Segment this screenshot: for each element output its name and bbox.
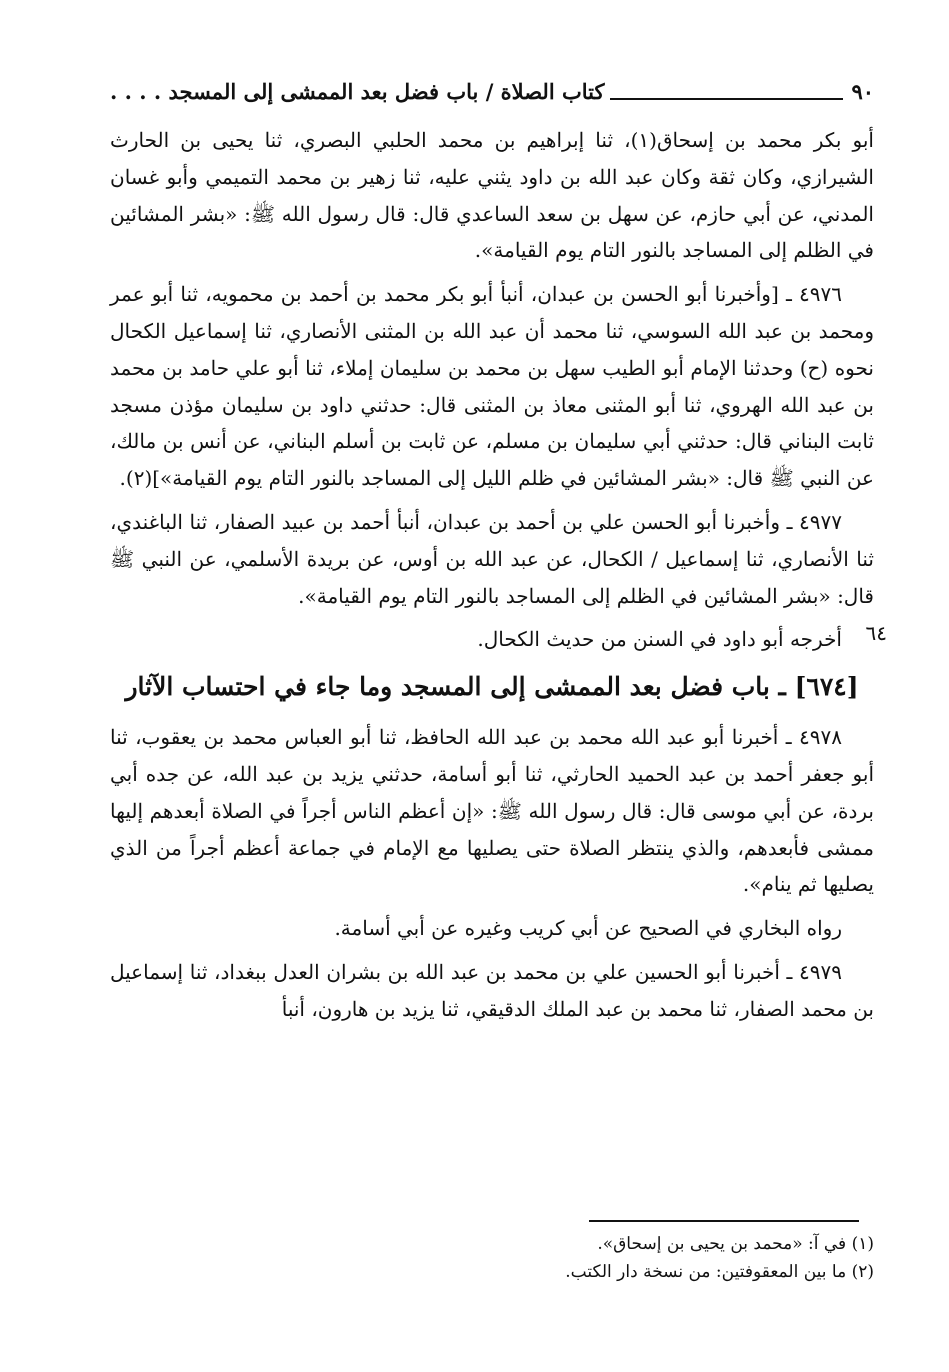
main-text bbox=[110, 122, 874, 1035]
running-title: كتاب الصلاة / باب فضل بعد الممشى إلى المسجد . . . . bbox=[110, 79, 605, 104]
hadith-4979: ٤٩٧٩ ـ أخبرنا أبو الحسين علي بن محمد بن عبد الله بن بشران العدل ببغداد، ثنا إسماعيل بن محمد الصفار، ثنا محمد بن عبد الملك الدقيقي، ثنا يزيد بن هارون، أنبأ bbox=[110, 959, 874, 1021]
takhrij-note: أخرجه أبو داود في السنن من حديث الكحال. bbox=[477, 627, 842, 652]
footnote-rule bbox=[589, 1220, 859, 1222]
hadith-4978: ٤٩٧٨ ـ أخبرنا أبو عبد الله محمد بن عبد الله الحافظ، ثنا أبو العباس محمد بن يعقوب، ثنا أبو جعفر أحمد بن عبد الحميد الحارثي، ثنا أبو أسامة، حدثني يزيد بن عبد الله، عن جده أبي بردة، عن أبي موسى قال: قال رسول الله ﷺ: «إن أعظم الناس أجراً في الصلاة أبعدهم إليها ممشى فأبعدهم، والذي ينتظر الصلاة حتى يصليها مع الإمام في جماعة أعظم أجراً من الذي يصليها ثم ينام». bbox=[110, 725, 874, 897]
footnote-1: (١) في آ: «محمد بن يحيى بن إسحاق». bbox=[597, 1234, 874, 1254]
paragraph-continuation: أبو بكر محمد بن إسحاق(١)، ثنا إبراهيم بن محمد الحلبي البصري، ثنا يحيى بن الحارث الشيرازي، وكان ثقة وكان عبد الله بن داود يثني عليه، ثنا زهير بن محمد التميمي وأبو غسان المدني، عن أبي حازم، عن سهل بن سعد الساعدي قال: قال رسول الله ﷺ: «بشر المشائين في الظلم إلى المساجد بالنور التام يوم القيامة». bbox=[110, 128, 874, 263]
header-rule bbox=[610, 98, 843, 100]
footnotes bbox=[110, 1230, 874, 1286]
hadith-4977: ٤٩٧٧ ـ وأخبرنا أبو الحسن علي بن أحمد بن عبدان، أنبأ أحمد بن عبيد الصفار، ثنا الباغندي، ثنا الأنصاري، ثنا إسماعيل / الكحال، عن عبد الله بن أوس، عن بريدة الأسلمي، عن النبي ﷺ قال: «بشر المشائين في الظلم إلى المساجد بالنور التام يوم القيامة». bbox=[110, 509, 874, 608]
hadith-4976: ٤٩٧٦ ـ [وأخبرنا أبو الحسن بن عبدان، أنبأ أبو بكر محمد بن أحمد بن محمويه، ثنا أبو عمر ومحمد بن عبد الله السوسي، ثنا محمد أن عبد الله بن المثنى الأنصاري، ثنا إسماعيل الكحال نحوه (ح) وحدثنا الإمام أبو الطيب سهل بن محمد بن سليمان إملاء، ثنا أبو علي حامد بن محمد بن عبد الله الهروي، ثنا أبو المثنى معاذ بن المثنى قال: حدثني داود بن سليمان مؤذن مسجد ثابت البناني قال: حدثني أبي سليمان بن مسلم، عن ثابت بن أسلم البناني، عن أنس بن مالك، عن النبي ﷺ قال: «بشر المشائين في ظلم الليل إلى المساجد بالنور التام يوم القيامة»](٢). bbox=[110, 282, 874, 491]
margin-folio-number: ٦٤ bbox=[865, 621, 887, 645]
page-number: ٩٠ bbox=[851, 79, 874, 104]
running-header bbox=[110, 74, 874, 110]
footnote-2: (٢) ما بين المعقوفتين: من نسخة دار الكتب. bbox=[565, 1262, 874, 1282]
chapter-heading: [٦٧٤] ـ باب فضل بعد الممشى إلى المسجد وما جاء في احتساب الآثار bbox=[125, 672, 859, 702]
takhrij-bukhari: رواه البخاري في الصحيح عن أبي كريب وغيره عن أبي أسامة. bbox=[334, 916, 842, 941]
